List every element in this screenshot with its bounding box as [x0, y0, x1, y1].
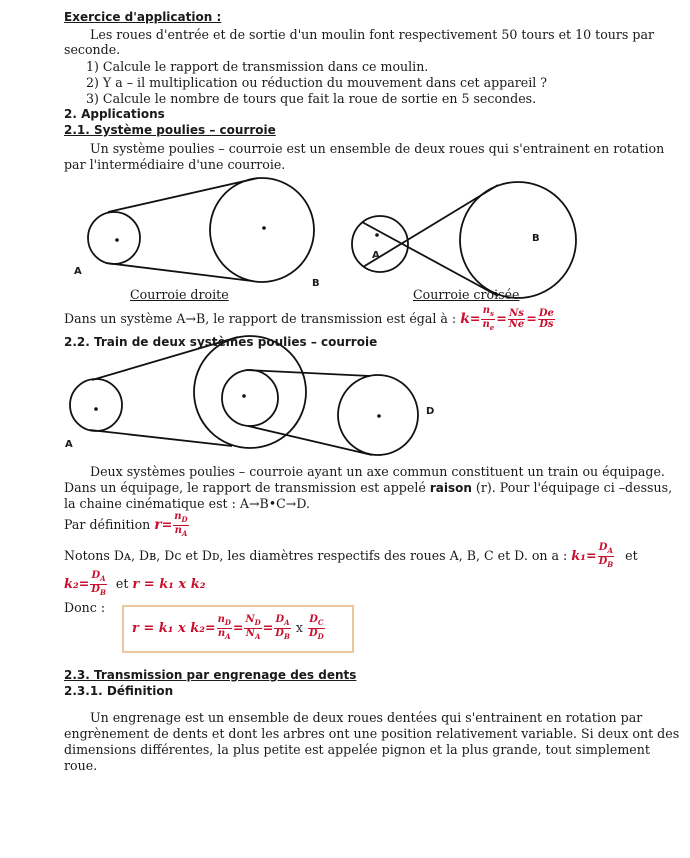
ratio-ne: n	[482, 319, 490, 330]
exercise-intro-line1: Les roues d'entrée et de sortie d'un moulin font respectivement 50 tours et 10 tours par	[90, 27, 654, 42]
ratio-Ds: Ds	[539, 319, 554, 330]
final-eq-3: =	[262, 620, 274, 635]
train-para-line3: la chaine cinématique est : A→B•C→D.	[64, 496, 311, 511]
notons-eq: =	[586, 548, 597, 563]
final-DC-sub: C	[317, 618, 324, 627]
train-label-d: D	[426, 406, 435, 417]
train-pulley-a-center	[94, 407, 98, 411]
k2-frac	[90, 571, 107, 598]
definition-text: Par définition	[64, 517, 151, 532]
final-frac-DC-den	[308, 629, 325, 642]
section-2-1-text-line1: Un système poulies – courroie est un ensemble de deux roues qui s'entrainent en rotation	[90, 141, 665, 156]
definition-para-line4: roue.	[64, 758, 98, 773]
ratio-frac-N	[508, 309, 526, 330]
train-pulley-c-circle	[222, 370, 278, 426]
crossed-belt-line-2	[363, 185, 498, 267]
notons-et: et	[625, 548, 638, 563]
crossed-belt-line-1	[362, 222, 498, 296]
def-frac-num	[173, 512, 188, 526]
final-DA: D	[275, 614, 285, 625]
raison-term: raison	[429, 481, 472, 495]
k2-DA-sub: A	[100, 574, 106, 583]
exercise-intro-line2: seconde.	[64, 42, 121, 57]
k2-frac-den	[90, 585, 107, 598]
def-nD: n	[174, 511, 182, 522]
section-2-3-title-text: 2.3. Transmission par engrenage des dents	[64, 668, 357, 682]
k2-DA: D	[91, 570, 101, 581]
notons-DA-sub: A	[607, 546, 613, 555]
ratio-eq-2: =	[496, 311, 507, 326]
notons-frac	[598, 543, 615, 570]
question-3: 3) Calcule le nombre de tours que fait la roue de sortie en 5 secondes.	[86, 91, 537, 106]
notons-frac-num	[598, 543, 615, 557]
k2-DB: D	[91, 584, 100, 595]
final-DD-sub: D	[317, 632, 324, 641]
fig-right-label-a: A	[372, 250, 380, 261]
fig-right-caption: Courroie croisée	[413, 287, 520, 302]
notons-DB-sub: B	[607, 560, 614, 569]
definition-para-line2: engrènement de dents et dont les arbres ont une position relativement variable. Si deux ont des	[64, 726, 680, 741]
notons-text: Notons Dᴀ, Dʙ, Dᴄ et Dᴅ, les diamètres respectifs des roues A, B, C et D. on a :	[64, 548, 568, 563]
ratio-eq-1: =	[469, 311, 481, 326]
straight-belt-top	[108, 178, 258, 212]
notons-DA: D	[598, 542, 608, 553]
final-frac-n-num	[217, 615, 232, 629]
ratio-eq-3: =	[526, 311, 537, 326]
final-DA-sub: A	[284, 618, 290, 627]
train-para-line2a: Dans un équipage, le rapport de transmission est appelé	[64, 480, 426, 495]
section-2-3-1-title-text: 2.3.1. Définition	[64, 684, 174, 698]
k2-symbol: k₂	[64, 577, 79, 592]
section-2-title: 2. Applications	[64, 107, 165, 121]
ratio-frac-n-den	[481, 320, 495, 333]
section-2-2-title: 2.2. Train de deux systèmes poulies – courroie	[64, 335, 378, 349]
def-frac	[173, 512, 188, 539]
final-nA-sub: A	[225, 632, 231, 641]
final-frac-DC-num	[308, 615, 325, 629]
train-pulley-a-circle	[70, 379, 122, 431]
train-pulley-d-center	[377, 414, 381, 418]
fig-left-label-b: B	[312, 278, 320, 289]
right-pulley-a-center	[375, 233, 379, 237]
ratio-formula-line	[64, 305, 556, 333]
final-nD: n	[217, 614, 225, 625]
train-belt-2-bottom	[248, 426, 372, 455]
left-pulley-a-circle	[88, 212, 140, 264]
ratio-frac-D	[538, 309, 555, 330]
ratio-ns-sub: s	[489, 309, 494, 318]
final-NA-sub: A	[254, 632, 261, 641]
final-NA: N	[245, 628, 255, 639]
section-2-1-title-text: 2.1. Système poulies – courroie	[64, 123, 276, 137]
final-frac-DA-num	[274, 615, 291, 629]
final-frac-N	[244, 615, 261, 642]
ratio-k: k	[460, 311, 470, 327]
final-frac-N-den	[244, 629, 261, 642]
def-eq: =	[161, 517, 173, 532]
ratio-Ne: Ne	[508, 319, 525, 330]
exercise-title: Exercice d'application :	[64, 10, 222, 24]
donc-label: Donc :	[64, 600, 106, 615]
final-frac-DA-den	[274, 629, 291, 642]
final-DB-sub: B	[283, 632, 290, 641]
right-pulley-b-circle	[460, 182, 576, 298]
ratio-formula-text: Dans un système A→B, le rapport de transmission est égal à :	[64, 311, 457, 326]
notons-k1: k₁	[571, 549, 586, 564]
definition-para-line1: Un engrenage est un ensemble de deux roues dentées qui s'entrainent en rotation par	[90, 710, 643, 725]
k2-eq: =	[78, 576, 90, 591]
def-nD-sub: D	[181, 515, 188, 524]
final-ND-sub: D	[254, 618, 261, 627]
k2-r-eq: r = k₁ x k₂	[132, 577, 206, 592]
final-frac-DA	[274, 615, 291, 642]
def-nA: n	[174, 525, 182, 536]
left-pulley-a-center	[115, 238, 119, 242]
k2-frac-num	[90, 571, 107, 585]
left-pulley-b-center	[262, 226, 266, 230]
train-para-line2b: (r). Pour l'équipage ci –dessus,	[475, 480, 673, 495]
train-para-line2	[64, 480, 672, 496]
final-formula	[132, 614, 326, 642]
fig-left-caption: Courroie droite	[130, 287, 229, 302]
final-nD-sub: D	[224, 618, 231, 627]
notons-line	[64, 542, 638, 570]
left-pulley-b-circle	[210, 178, 314, 282]
notons-DB: D	[598, 556, 608, 567]
def-frac-den	[173, 526, 188, 539]
ratio-ns: n	[482, 305, 490, 316]
final-ND: N	[245, 614, 255, 625]
train-label-a: A	[65, 439, 73, 450]
final-r: r = k₁ x k₂	[132, 621, 205, 636]
final-frac-n-den	[217, 629, 232, 642]
definition-line	[64, 511, 190, 539]
ratio-frac-n-num	[481, 306, 495, 320]
section-2-3-title	[64, 668, 356, 683]
def-r: r	[154, 517, 162, 533]
notons-frac-den	[598, 557, 615, 570]
final-DC: D	[309, 614, 318, 625]
final-frac-n	[217, 615, 232, 642]
ratio-Ns: Ns	[509, 308, 524, 319]
def-nA-sub: A	[181, 529, 188, 538]
k2-DB-sub: B	[99, 588, 106, 597]
train-pulley-b-circle	[194, 336, 306, 448]
ratio-De: De	[538, 308, 554, 319]
final-DB: D	[275, 628, 284, 639]
section-2-3-1-title	[64, 684, 173, 699]
fig-right-label-b: B	[532, 233, 540, 244]
final-frac-DC	[308, 615, 325, 642]
final-nA: n	[217, 628, 226, 639]
question-1: 1) Calcule le rapport de transmission dans ce moulin.	[86, 59, 429, 74]
k2-line	[64, 570, 205, 598]
definition-para-line3: dimensions différentes, la plus petite est appelée pignon et la plus grande, tout simplement	[64, 742, 650, 757]
ratio-ne-sub: e	[489, 323, 495, 332]
final-DD: D	[309, 628, 318, 639]
train-para-line1: Deux systèmes poulies – courroie ayant un axe commun constituent un train ou équipage.	[90, 464, 665, 479]
final-eq-2: =	[232, 620, 244, 635]
section-2-1-text-line2: par l'intermédiaire d'une courroie.	[64, 157, 286, 172]
final-eq-1: =	[205, 620, 216, 635]
k2-et: et	[115, 576, 129, 591]
question-2: 2) Y a – il multiplication ou réduction du mouvement dans cet appareil ?	[86, 75, 548, 90]
final-frac-N-num	[244, 615, 261, 629]
ratio-frac-n	[481, 306, 495, 333]
fig-left-label-a: A	[74, 266, 82, 277]
train-pulley-bc-center	[242, 394, 246, 398]
final-x: x	[295, 620, 303, 635]
